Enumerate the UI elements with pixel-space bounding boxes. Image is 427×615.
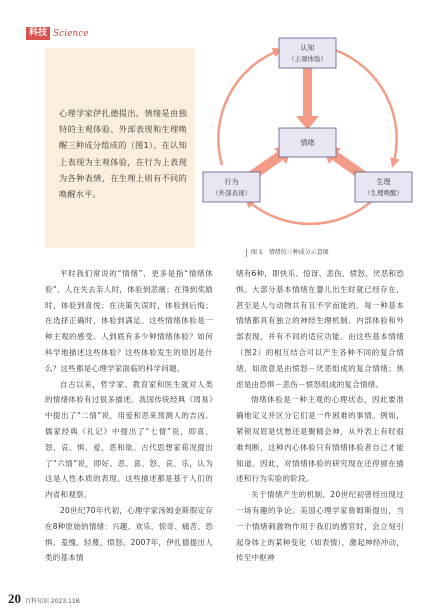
intro-text: 心理学家伊扎德提出，情绪是由独特的主观体验、外部表现和生理唤醒三种成分组成的（图1）。在认知上表现为主观体验，在行为上表现为各种表情，在生理上则有不同的唤醒水平。 [59,108,187,200]
node-box-cognition [279,38,336,68]
node-cognition-sub: （主观体验） [288,55,327,63]
cycle-arrow-right-left [247,200,373,224]
journal-info: 百科知识 2023.11B [25,598,80,605]
body-column-right [236,266,404,566]
node-cognition-title: 认知 [300,44,315,52]
figure-caption-text: 图 1 情绪的三种成分示意图 [251,249,329,256]
body-column-left [45,266,213,566]
section-label-zh: 科技 [26,27,50,40]
page-footer [8,591,80,607]
section-label-en: Science [53,28,89,39]
figure-caption [246,247,329,257]
node-behavior-sub: （外部表现） [212,189,251,197]
node-physiology-sub: （生理唤醒） [364,189,403,197]
paragraph: 情绪体验是一种主观的心理状态，因此要准确地定义并区分它们是一件困难的事情。例如，紧锁双眉是忧愁还是聚精会神，从外表上有时很难判断，这种内心体验只有情绪体验者自己才能知道。因此，对情绪体验的研究现在还停留在描述和行为实验的阶段。 [236,395,404,484]
caption-marker [246,249,247,257]
cycle-arrow-top-right [335,50,397,165]
page-number: 20 [8,591,21,606]
cycle-arrow-left-top [218,50,280,165]
emotion-components-diagram [195,30,420,248]
node-behavior-title: 行为 [224,178,239,186]
paragraph: 平时我们常说的“情绪”，更多是指“情绪体验”。人在失去亲人时，体验到悲痛；在得到奖励时，体验到喜悦；在决策失误时，体验到后悔；在选择正确时，体验到满足。这些情绪体验是一种主观的感受。人到底有多少种情绪体验？如何科学地描述这些体验？这些体验发生的原因是什么？这些都是心理学家面临的科学问题。 [45,269,213,373]
node-physiology-title: 生理 [376,178,391,186]
section-tag [26,27,89,40]
arrow-top-to-center [296,68,319,130]
intro-box [45,48,195,248]
node-box-physiology [355,172,412,202]
node-emotion-title: 情绪 [300,139,315,147]
node-box-behavior [203,172,260,202]
paragraph: 关于情绪产生的机制，20世纪初曾经出现过一场有趣的争论。美国心理学家詹姆斯提出，当一个情绪刺激物作用于我们的感官时，会立刻引起身体上的某种变化（如表情），激起神经冲动，传至中枢神 [236,490,404,563]
paragraph: 20世纪70年代初，心理学家汤姆金斯假定存在8种原始的情绪：兴趣、欢乐、惊奇、痛苦、恐惧、羞愧、轻蔑、愤怒。2007年，伊扎德提出人类的基本情 [45,505,213,563]
paragraph: 自古以来，哲学家、教育家和医生就对人类的情绪体验有过很多描述。我国传统经典《周易》中提出了“二情”说，用爱和恶来预测人的吉凶。儒家经典《礼记》中提出了“七情”说，即喜、怒、哀、惧、爱、恶和欲。古代思想家荀况提出了“六情”说，即好、恶、喜、怒、哀、乐，认为这是人性本质的表现。这些描述都是基于人们的内省和观察。 [45,379,213,500]
paragraph: 绪有6种，即快乐、惊讶、悲伤、愤怒、厌恶和恐惧。大部分基本情绪在婴儿出生时就已经存在，甚至是人与动物共有且不学而能的。每一种基本情绪都具有独立的神经生理机制、内部体验和外部表现，并有不同的适应功能。由这些基本情绪（图2）的相互结合可以产生各种不同的复合情绪，如敌意是由愤怒－厌恶组成的复合情绪；焦虑是由恐惧－悲伤－愤怒组成的复合情绪。 [236,269,404,389]
